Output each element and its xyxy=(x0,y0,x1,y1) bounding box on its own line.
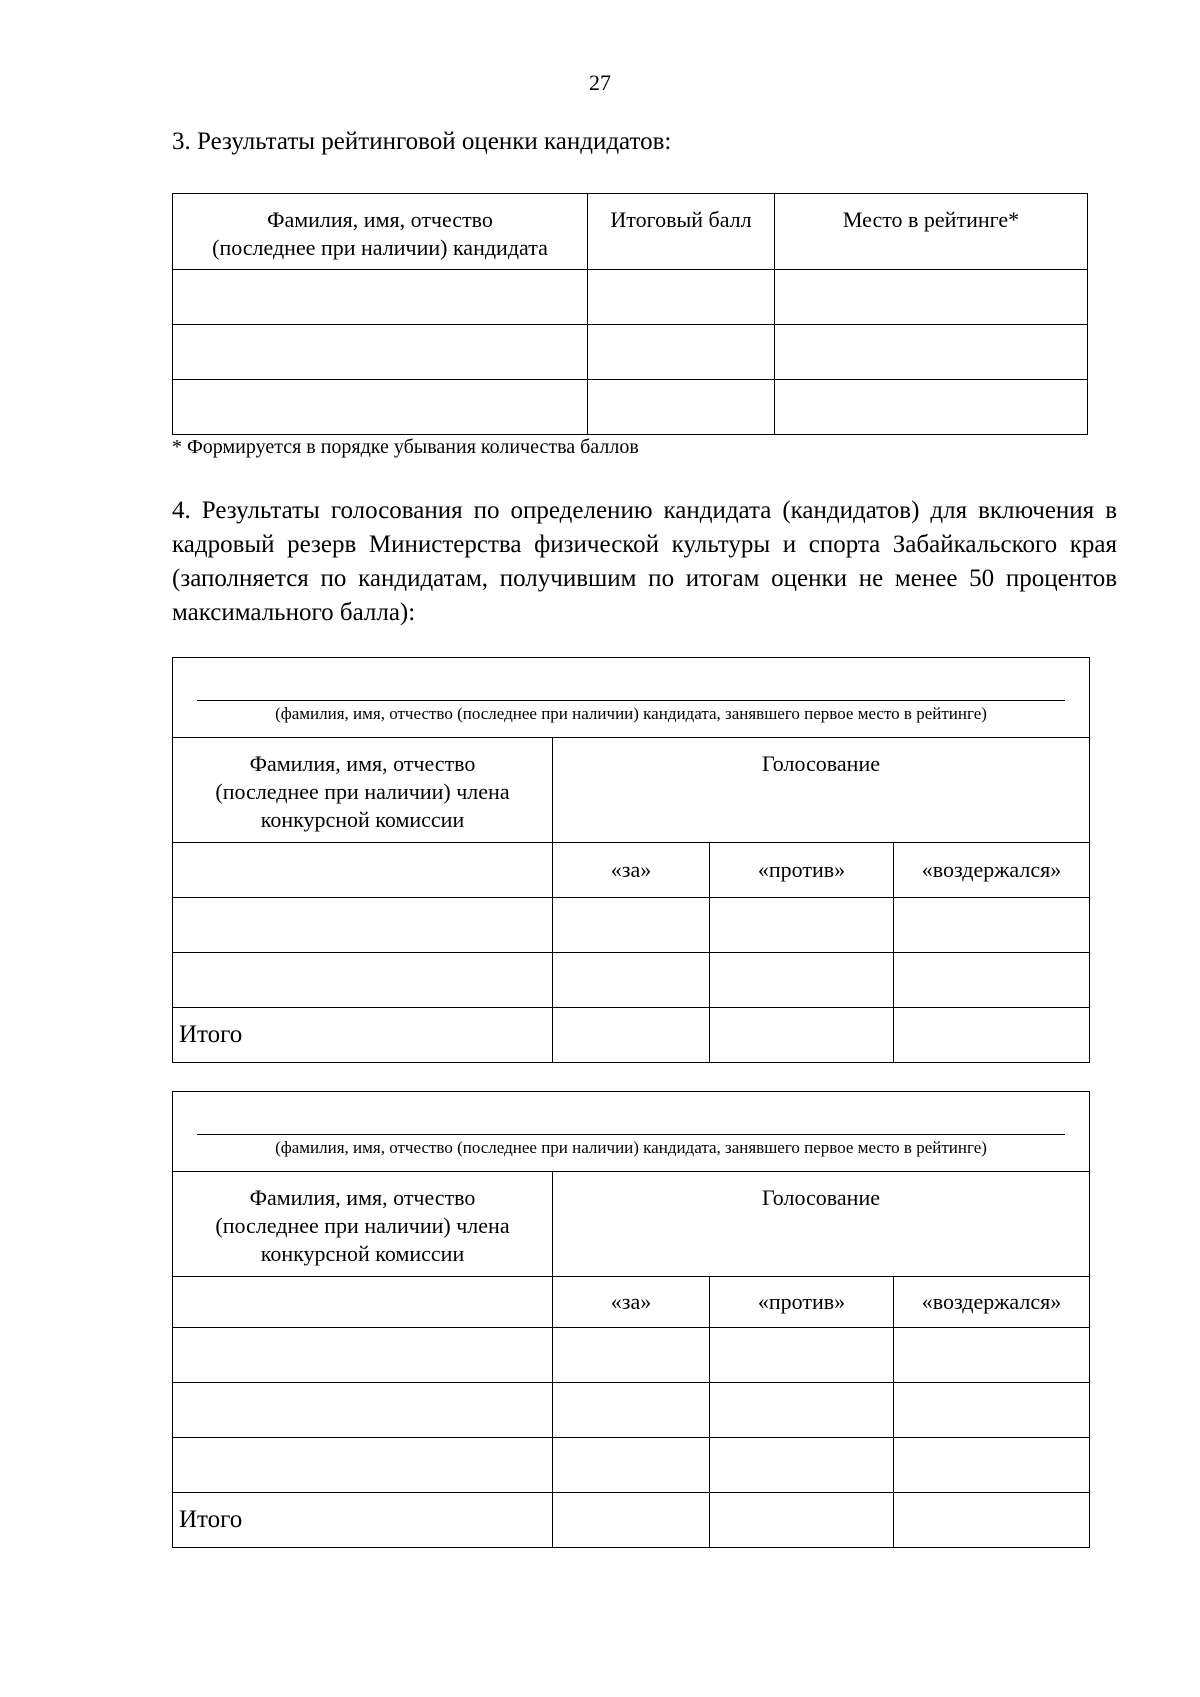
choice-for: «за» xyxy=(553,1277,710,1328)
section4-text: 4. Результаты голосования по определению кандидата (кандидатов) для включения в кадровый резерв Министерства физической культуры и спорта Забайкальского края (заполняется по кандидатам, получившим по итогам оценки не менее 50 процентов максимального балла): xyxy=(172,497,1117,626)
vote-for-cell[interactable] xyxy=(553,953,710,1008)
table-row xyxy=(173,1328,1090,1383)
rating-cell-score[interactable] xyxy=(588,270,775,325)
member-cell[interactable] xyxy=(173,898,553,953)
table-row xyxy=(173,325,1088,380)
candidate-caption: (фамилия, имя, отчество (последнее при наличии) кандидата, занявшего первое место в рейтинге) xyxy=(275,1138,987,1157)
choice-row xyxy=(173,1277,1090,1328)
choice-abstain: «воздержался» xyxy=(894,1277,1090,1328)
member-header: Фамилия, имя, отчество (последнее при наличии) члена конкурсной комиссии xyxy=(173,738,553,843)
choice-against: «против» xyxy=(710,843,894,898)
total-abstain-cell[interactable] xyxy=(894,1008,1090,1063)
member-cell[interactable] xyxy=(173,843,553,898)
table-row xyxy=(173,898,1090,953)
rating-header-score: Итоговый балл xyxy=(588,194,775,270)
rating-table xyxy=(172,193,1088,435)
candidate-name-line xyxy=(197,700,1065,701)
table-row xyxy=(173,953,1090,1008)
vote-abstain-cell[interactable] xyxy=(894,953,1090,1008)
total-label: Итого xyxy=(173,1493,553,1548)
candidate-name-line xyxy=(197,1134,1065,1135)
voting-header: Голосование xyxy=(553,1172,1090,1277)
vote-against-cell[interactable] xyxy=(710,1383,894,1438)
vote-against-cell[interactable] xyxy=(710,1438,894,1493)
vote-table-1 xyxy=(172,657,1090,1063)
vote-table-2 xyxy=(172,1091,1090,1548)
rating-cell-score[interactable] xyxy=(588,380,775,435)
vote-abstain-cell[interactable] xyxy=(894,1383,1090,1438)
total-abstain-cell[interactable] xyxy=(894,1493,1090,1548)
rating-cell-name[interactable] xyxy=(173,270,588,325)
table-row xyxy=(173,380,1088,435)
vote-for-cell[interactable] xyxy=(553,1328,710,1383)
candidate-row xyxy=(173,658,1090,738)
vote-header-row xyxy=(173,738,1090,843)
choice-abstain: «воздержался» xyxy=(894,843,1090,898)
section3-title: 3. Результаты рейтинговой оценки кандидатов: xyxy=(172,128,672,155)
member-cell[interactable] xyxy=(173,953,553,1008)
candidate-cell[interactable] xyxy=(173,658,1090,738)
page-number: 27 xyxy=(589,70,611,95)
candidate-caption: (фамилия, имя, отчество (последнее при наличии) кандидата, занявшего первое место в рейтинге) xyxy=(275,704,987,723)
vote-for-cell[interactable] xyxy=(553,898,710,953)
choice-for: «за» xyxy=(553,843,710,898)
rating-cell-place[interactable] xyxy=(775,325,1088,380)
rating-cell-name[interactable] xyxy=(173,325,588,380)
rating-cell-score[interactable] xyxy=(588,325,775,380)
total-row xyxy=(173,1008,1090,1063)
table-row xyxy=(173,270,1088,325)
vote-abstain-cell[interactable] xyxy=(894,898,1090,953)
table-row xyxy=(173,1383,1090,1438)
vote-abstain-cell[interactable] xyxy=(894,1328,1090,1383)
total-for-cell[interactable] xyxy=(553,1008,710,1063)
candidate-cell[interactable] xyxy=(173,1092,1090,1172)
rating-header-place: Место в рейтинге* xyxy=(775,194,1088,270)
choice-against: «против» xyxy=(710,1277,894,1328)
member-cell[interactable] xyxy=(173,1438,553,1493)
total-against-cell[interactable] xyxy=(710,1493,894,1548)
table-row xyxy=(173,1438,1090,1493)
vote-against-cell[interactable] xyxy=(710,898,894,953)
member-cell[interactable] xyxy=(173,1277,553,1328)
rating-header-name: Фамилия, имя, отчество (последнее при наличии) кандидата xyxy=(173,194,588,270)
member-header: Фамилия, имя, отчество (последнее при наличии) члена конкурсной комиссии xyxy=(173,1172,553,1277)
rating-cell-name[interactable] xyxy=(173,380,588,435)
rating-cell-place[interactable] xyxy=(775,380,1088,435)
rating-cell-place[interactable] xyxy=(775,270,1088,325)
vote-header-row xyxy=(173,1172,1090,1277)
member-cell[interactable] xyxy=(173,1383,553,1438)
rating-footnote: * Формируется в порядке убывания количества баллов xyxy=(172,436,639,458)
total-row xyxy=(173,1493,1090,1548)
total-against-cell[interactable] xyxy=(710,1008,894,1063)
vote-abstain-cell[interactable] xyxy=(894,1438,1090,1493)
total-label: Итого xyxy=(173,1008,553,1063)
vote-against-cell[interactable] xyxy=(710,1328,894,1383)
vote-for-cell[interactable] xyxy=(553,1383,710,1438)
vote-against-cell[interactable] xyxy=(710,953,894,1008)
candidate-row xyxy=(173,1092,1090,1172)
rating-table-header-row xyxy=(173,194,1088,270)
vote-for-cell[interactable] xyxy=(553,1438,710,1493)
voting-header: Голосование xyxy=(553,738,1090,843)
member-cell[interactable] xyxy=(173,1328,553,1383)
choice-row xyxy=(173,843,1090,898)
total-for-cell[interactable] xyxy=(553,1493,710,1548)
